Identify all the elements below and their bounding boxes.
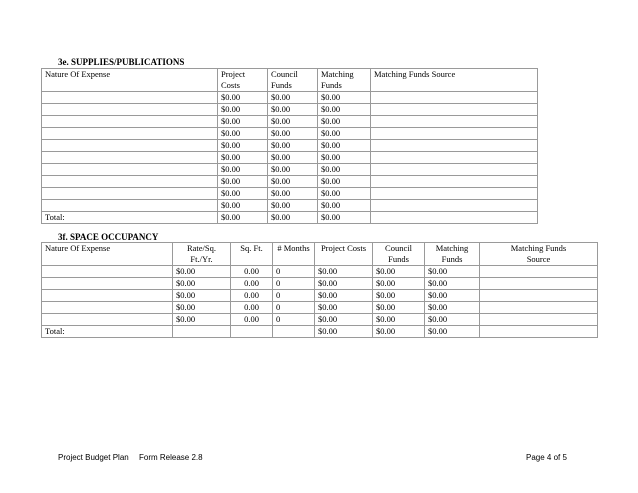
table-row: [42, 140, 538, 152]
rate-cell[interactable]: $0.00: [173, 314, 231, 326]
table-row: [42, 266, 598, 278]
space-header-nature: Nature Of Expense: [42, 243, 173, 266]
months-cell[interactable]: 0: [273, 266, 315, 278]
sqft-cell[interactable]: 0.00: [231, 266, 273, 278]
matching-funds-cell[interactable]: $0.00: [318, 104, 371, 116]
supplies-header-project-costs: Project Costs: [218, 69, 268, 92]
supplies-header-matching-source: Matching Funds Source: [371, 69, 538, 92]
matching-source-cell[interactable]: [371, 200, 538, 212]
total-matching-funds: $0.00: [318, 212, 371, 224]
matching-funds-cell[interactable]: $0.00: [318, 188, 371, 200]
matching-funds-cell[interactable]: $0.00: [318, 116, 371, 128]
council-funds-cell[interactable]: $0.00: [373, 278, 425, 290]
months-cell[interactable]: 0: [273, 314, 315, 326]
nature-cell[interactable]: [42, 188, 218, 200]
matching-funds-cell[interactable]: $0.00: [425, 266, 480, 278]
total-project-cost: $0.00: [218, 212, 268, 224]
table-row: [42, 302, 598, 314]
matching-source-cell[interactable]: [371, 188, 538, 200]
matching-source-cell[interactable]: [371, 164, 538, 176]
total-council-funds: $0.00: [268, 212, 318, 224]
nature-cell[interactable]: [42, 128, 218, 140]
space-table: [41, 242, 598, 338]
project-cost-cell[interactable]: $0.00: [315, 314, 373, 326]
nature-cell[interactable]: [42, 164, 218, 176]
total-sqft: [231, 326, 273, 338]
matching-funds-cell[interactable]: $0.00: [318, 200, 371, 212]
council-funds-cell[interactable]: $0.00: [268, 128, 318, 140]
project-cost-cell[interactable]: $0.00: [218, 200, 268, 212]
matching-source-cell[interactable]: [480, 290, 598, 302]
supplies-header-nature: Nature Of Expense: [42, 69, 218, 92]
project-cost-cell[interactable]: $0.00: [218, 92, 268, 104]
space-header-matching-source: Matching Funds Source: [480, 243, 598, 266]
matching-source-cell[interactable]: [480, 314, 598, 326]
footer-release: Form Release 2.8: [139, 453, 203, 462]
project-cost-cell[interactable]: $0.00: [315, 290, 373, 302]
matching-funds-cell[interactable]: $0.00: [318, 140, 371, 152]
space-header-project-costs: Project Costs: [315, 243, 373, 266]
matching-source-cell[interactable]: [371, 116, 538, 128]
table-row: [42, 188, 538, 200]
space-header-row: [42, 243, 598, 266]
nature-cell[interactable]: [42, 278, 173, 290]
space-section-title: 3f. SPACE OCCUPANCY: [58, 232, 159, 242]
project-cost-cell[interactable]: $0.00: [218, 152, 268, 164]
total-rate: [173, 326, 231, 338]
table-row: [42, 104, 538, 116]
total-council-funds: $0.00: [373, 326, 425, 338]
table-row: [42, 128, 538, 140]
council-funds-cell[interactable]: $0.00: [268, 152, 318, 164]
table-row: [42, 164, 538, 176]
nature-cell[interactable]: [42, 116, 218, 128]
council-funds-cell[interactable]: $0.00: [268, 188, 318, 200]
project-cost-cell[interactable]: $0.00: [218, 140, 268, 152]
project-cost-cell[interactable]: $0.00: [218, 188, 268, 200]
nature-cell[interactable]: [42, 92, 218, 104]
matching-source-cell[interactable]: [371, 152, 538, 164]
rate-cell[interactable]: $0.00: [173, 302, 231, 314]
total-label: Total:: [42, 212, 218, 224]
council-funds-cell[interactable]: $0.00: [268, 104, 318, 116]
supplies-section-title: 3e. SUPPLIES/PUBLICATIONS: [58, 57, 185, 67]
matching-funds-cell[interactable]: $0.00: [318, 164, 371, 176]
supplies-header-matching-funds: Matching Funds: [318, 69, 371, 92]
space-header-sqft: Sq. Ft.: [231, 243, 273, 266]
rate-cell[interactable]: $0.00: [173, 266, 231, 278]
matching-funds-cell[interactable]: $0.00: [425, 290, 480, 302]
table-row: [42, 278, 598, 290]
council-funds-cell[interactable]: $0.00: [268, 200, 318, 212]
sqft-cell[interactable]: 0.00: [231, 302, 273, 314]
months-cell[interactable]: 0: [273, 290, 315, 302]
total-months: [273, 326, 315, 338]
nature-cell[interactable]: [42, 200, 218, 212]
matching-source-cell[interactable]: [371, 92, 538, 104]
project-cost-cell[interactable]: $0.00: [218, 176, 268, 188]
matching-funds-cell[interactable]: $0.00: [318, 152, 371, 164]
rate-cell[interactable]: $0.00: [173, 278, 231, 290]
matching-source-cell[interactable]: [371, 128, 538, 140]
nature-cell[interactable]: [42, 302, 173, 314]
table-row: [42, 116, 538, 128]
table-row: [42, 314, 598, 326]
sqft-cell[interactable]: 0.00: [231, 290, 273, 302]
matching-funds-cell[interactable]: $0.00: [318, 92, 371, 104]
total-project-cost: $0.00: [315, 326, 373, 338]
supplies-header-council-funds: Council Funds: [268, 69, 318, 92]
matching-source-cell[interactable]: [480, 278, 598, 290]
matching-funds-cell[interactable]: $0.00: [425, 278, 480, 290]
project-cost-cell[interactable]: $0.00: [218, 116, 268, 128]
matching-funds-cell[interactable]: $0.00: [318, 128, 371, 140]
nature-cell[interactable]: [42, 104, 218, 116]
council-funds-cell[interactable]: $0.00: [268, 92, 318, 104]
council-funds-cell[interactable]: $0.00: [373, 314, 425, 326]
council-funds-cell[interactable]: $0.00: [268, 140, 318, 152]
council-funds-cell[interactable]: $0.00: [373, 302, 425, 314]
matching-source-cell[interactable]: [371, 176, 538, 188]
total-matching-funds: $0.00: [425, 326, 480, 338]
project-cost-cell[interactable]: $0.00: [315, 278, 373, 290]
nature-cell[interactable]: [42, 176, 218, 188]
project-cost-cell[interactable]: $0.00: [218, 128, 268, 140]
council-funds-cell[interactable]: $0.00: [373, 290, 425, 302]
council-funds-cell[interactable]: $0.00: [373, 266, 425, 278]
total-matching-source: [480, 326, 598, 338]
matching-funds-cell[interactable]: $0.00: [318, 176, 371, 188]
table-row: [42, 152, 538, 164]
matching-source-cell[interactable]: [371, 104, 538, 116]
matching-source-cell[interactable]: [371, 140, 538, 152]
space-header-months: # Months: [273, 243, 315, 266]
space-header-council-funds: Council Funds: [373, 243, 425, 266]
council-funds-cell[interactable]: $0.00: [268, 176, 318, 188]
space-total-row: [42, 326, 598, 338]
table-row: [42, 92, 538, 104]
council-funds-cell[interactable]: $0.00: [268, 116, 318, 128]
months-cell[interactable]: 0: [273, 302, 315, 314]
footer-page-number: Page 4 of 5: [526, 453, 567, 462]
nature-cell[interactable]: [42, 266, 173, 278]
matching-funds-cell[interactable]: $0.00: [425, 302, 480, 314]
space-header-matching-funds: Matching Funds: [425, 243, 480, 266]
project-cost-cell[interactable]: $0.00: [218, 164, 268, 176]
nature-cell[interactable]: [42, 140, 218, 152]
council-funds-cell[interactable]: $0.00: [268, 164, 318, 176]
project-cost-cell[interactable]: $0.00: [218, 104, 268, 116]
table-row: [42, 290, 598, 302]
table-row: [42, 176, 538, 188]
matching-source-cell[interactable]: [480, 266, 598, 278]
supplies-table: [41, 68, 538, 224]
months-cell[interactable]: 0: [273, 278, 315, 290]
matching-funds-cell[interactable]: $0.00: [425, 314, 480, 326]
nature-cell[interactable]: [42, 314, 173, 326]
matching-source-cell[interactable]: [480, 302, 598, 314]
sqft-cell[interactable]: 0.00: [231, 278, 273, 290]
project-cost-cell[interactable]: $0.00: [315, 302, 373, 314]
rate-cell[interactable]: $0.00: [173, 290, 231, 302]
space-header-rate: Rate/Sq. Ft./Yr.: [173, 243, 231, 266]
nature-cell[interactable]: [42, 290, 173, 302]
nature-cell[interactable]: [42, 152, 218, 164]
total-label: Total:: [42, 326, 173, 338]
footer-doc-name: Project Budget Plan: [58, 453, 129, 462]
supplies-total-row: [42, 212, 538, 224]
total-matching-source: [371, 212, 538, 224]
supplies-header-row: [42, 69, 538, 92]
table-row: [42, 200, 538, 212]
project-cost-cell[interactable]: $0.00: [315, 266, 373, 278]
sqft-cell[interactable]: 0.00: [231, 314, 273, 326]
